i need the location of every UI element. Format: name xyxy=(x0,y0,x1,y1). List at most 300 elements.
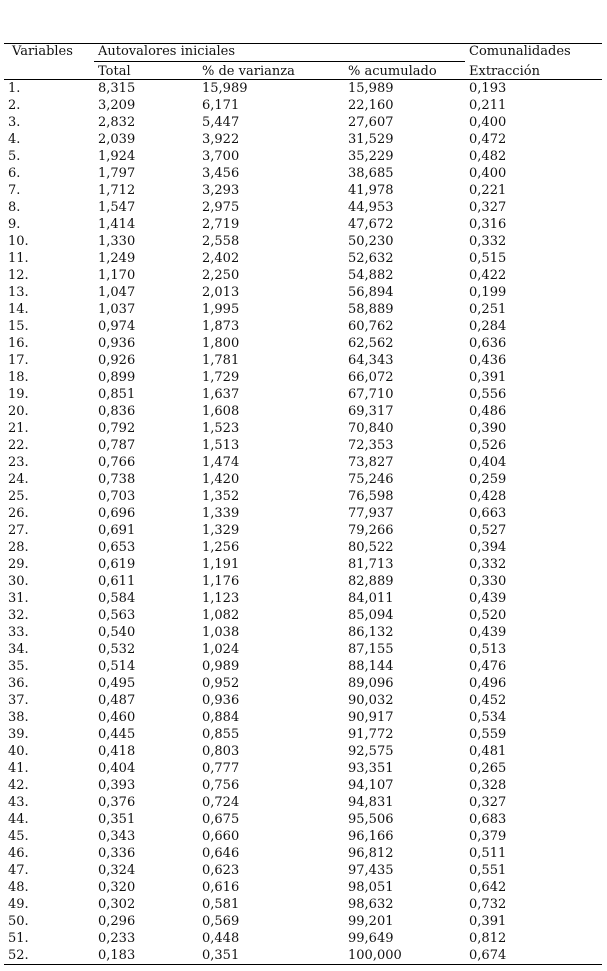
acumulado-cell: 58,889 xyxy=(348,302,394,317)
extraccion-cell: 0,496 xyxy=(469,676,507,691)
variable-cell: 36. xyxy=(8,676,29,691)
variable-cell: 4. xyxy=(8,132,21,147)
extraccion-cell: 0,422 xyxy=(469,268,507,283)
acumulado-cell: 99,201 xyxy=(348,914,394,929)
variable-cell: 22. xyxy=(8,438,29,453)
variable-cell: 3. xyxy=(8,115,21,130)
varianza-cell: 1,995 xyxy=(202,302,240,317)
total-cell: 0,514 xyxy=(98,659,136,674)
total-cell: 0,611 xyxy=(98,574,136,589)
acumulado-cell: 52,632 xyxy=(348,251,394,266)
extraccion-cell: 0,636 xyxy=(469,336,507,351)
acumulado-cell: 90,917 xyxy=(348,710,394,725)
total-cell: 0,183 xyxy=(94,947,198,965)
acumulado-cell: 95,506 xyxy=(348,812,394,827)
total-cell: 0,495 xyxy=(98,676,136,691)
table-row xyxy=(4,692,602,709)
varianza-cell: 0,952 xyxy=(202,676,240,691)
table-row xyxy=(4,777,602,794)
extraccion-cell: 0,400 xyxy=(469,166,507,181)
variable-cell: 49. xyxy=(8,897,29,912)
extraccion-cell: 0,556 xyxy=(469,387,507,402)
variable-cell: 12. xyxy=(8,268,29,283)
extraccion-cell: 0,513 xyxy=(469,642,507,657)
variable-cell: 8. xyxy=(8,200,21,215)
variable-cell: 1. xyxy=(8,81,21,96)
total-cell: 0,936 xyxy=(98,336,136,351)
table-row xyxy=(4,522,602,539)
table-row xyxy=(4,624,602,641)
variable-cell: 34. xyxy=(8,642,29,657)
total-cell: 2,832 xyxy=(98,115,136,130)
table-row xyxy=(4,216,602,233)
extraccion-cell: 0,221 xyxy=(469,183,507,198)
extraccion-cell: 0,327 xyxy=(469,200,507,215)
varianza-cell: 2,250 xyxy=(202,268,240,283)
varianza-cell: 0,581 xyxy=(202,897,240,912)
extraccion-cell: 0,683 xyxy=(469,812,507,827)
varianza-cell: 1,781 xyxy=(202,353,240,368)
acumulado-cell: 91,772 xyxy=(348,727,394,742)
variable-cell: 5. xyxy=(8,149,21,164)
varianza-cell: 1,082 xyxy=(202,608,240,623)
total-cell: 0,351 xyxy=(98,812,136,827)
extraccion-cell: 0,526 xyxy=(469,438,507,453)
extraccion-cell: 0,400 xyxy=(469,115,507,130)
variable-cell: 23. xyxy=(8,455,29,470)
acumulado-cell: 80,522 xyxy=(348,540,394,555)
variable-cell: 29. xyxy=(8,557,29,572)
varianza-cell: 0,855 xyxy=(202,727,240,742)
acumulado-cell: 90,032 xyxy=(348,693,394,708)
total-cell: 0,343 xyxy=(98,829,136,844)
table-row xyxy=(4,879,602,896)
variable-cell: 2. xyxy=(8,98,21,113)
header-varianza: % de varianza xyxy=(198,62,344,80)
extraccion-cell: 0,428 xyxy=(469,489,507,504)
acumulado-cell: 50,230 xyxy=(348,234,394,249)
extraccion-cell: 0,193 xyxy=(469,81,507,96)
table-row xyxy=(4,318,602,335)
varianza-cell: 1,474 xyxy=(202,455,240,470)
variable-cell: 52. xyxy=(4,947,94,965)
acumulado-cell: 70,840 xyxy=(348,421,394,436)
acumulado-cell: 88,144 xyxy=(348,659,394,674)
variable-cell: 14. xyxy=(8,302,29,317)
varianza-cell: 1,191 xyxy=(202,557,240,572)
extraccion-cell: 0,520 xyxy=(469,608,507,623)
variable-cell: 38. xyxy=(8,710,29,725)
total-cell: 0,296 xyxy=(98,914,136,929)
variable-cell: 15. xyxy=(8,319,29,334)
table-row xyxy=(4,573,602,590)
table-row xyxy=(4,131,602,148)
table-row xyxy=(4,301,602,318)
acumulado-cell: 92,575 xyxy=(348,744,394,759)
variable-cell: 51. xyxy=(8,931,29,946)
table-row xyxy=(4,488,602,505)
variable-cell: 28. xyxy=(8,540,29,555)
variable-cell: 25. xyxy=(8,489,29,504)
total-cell: 0,445 xyxy=(98,727,136,742)
table-row xyxy=(4,743,602,760)
total-cell: 3,209 xyxy=(98,98,136,113)
table-row xyxy=(4,641,602,658)
variable-cell: 40. xyxy=(8,744,29,759)
total-cell: 1,797 xyxy=(98,166,136,181)
total-cell: 0,691 xyxy=(98,523,136,538)
varianza-cell: 0,448 xyxy=(202,931,240,946)
extraccion-cell: 0,515 xyxy=(469,251,507,266)
table-row xyxy=(4,811,602,828)
variable-cell: 13. xyxy=(8,285,29,300)
extraccion-cell: 0,391 xyxy=(469,370,507,385)
varianza-cell: 2,719 xyxy=(202,217,240,232)
total-cell: 1,170 xyxy=(98,268,136,283)
table-row xyxy=(4,148,602,165)
variable-cell: 32. xyxy=(8,608,29,623)
variable-cell: 6. xyxy=(8,166,21,181)
table-row xyxy=(4,352,602,369)
total-cell: 0,487 xyxy=(98,693,136,708)
total-cell: 1,330 xyxy=(98,234,136,249)
total-cell: 1,547 xyxy=(98,200,136,215)
varianza-cell: 1,352 xyxy=(202,489,240,504)
table-row xyxy=(4,114,602,131)
acumulado-cell: 100,000 xyxy=(344,947,465,965)
variable-cell: 31. xyxy=(8,591,29,606)
extraccion-cell: 0,476 xyxy=(469,659,507,674)
header-total: Total xyxy=(94,62,198,80)
acumulado-cell: 66,072 xyxy=(348,370,394,385)
table-row xyxy=(4,97,602,114)
varianza-cell: 1,729 xyxy=(202,370,240,385)
total-cell: 0,703 xyxy=(98,489,136,504)
table-row xyxy=(4,607,602,624)
varianza-cell: 3,700 xyxy=(202,149,240,164)
varianza-cell: 1,329 xyxy=(202,523,240,538)
varianza-cell: 15,989 xyxy=(202,81,248,96)
extraccion-cell: 0,812 xyxy=(469,931,507,946)
varianza-cell: 1,637 xyxy=(202,387,240,402)
total-cell: 0,532 xyxy=(98,642,136,657)
varianza-cell: 1,608 xyxy=(202,404,240,419)
extraccion-cell: 0,379 xyxy=(469,829,507,844)
total-cell: 0,738 xyxy=(98,472,136,487)
acumulado-cell: 31,529 xyxy=(348,132,394,147)
variable-cell: 37. xyxy=(8,693,29,708)
acumulado-cell: 98,051 xyxy=(348,880,394,895)
extraccion-cell: 0,436 xyxy=(469,353,507,368)
total-cell: 0,851 xyxy=(98,387,136,402)
varianza-cell: 1,513 xyxy=(202,438,240,453)
header-variables: Variables xyxy=(4,44,94,62)
extraccion-cell: 0,511 xyxy=(469,846,507,861)
variable-cell: 16. xyxy=(8,336,29,351)
varianza-cell: 0,569 xyxy=(202,914,240,929)
varianza-cell: 0,660 xyxy=(202,829,240,844)
acumulado-cell: 54,882 xyxy=(348,268,394,283)
header-comunalidades: Comunalidades xyxy=(465,44,602,62)
total-cell: 0,974 xyxy=(98,319,136,334)
varianza-cell: 2,013 xyxy=(202,285,240,300)
acumulado-cell: 35,229 xyxy=(348,149,394,164)
table-row xyxy=(4,386,602,403)
table-row xyxy=(4,590,602,607)
varianza-cell: 2,402 xyxy=(202,251,240,266)
acumulado-cell: 79,266 xyxy=(348,523,394,538)
header-extraccion: Extracción xyxy=(465,62,602,80)
extraccion-cell: 0,316 xyxy=(469,217,507,232)
total-cell: 0,336 xyxy=(98,846,136,861)
table-row xyxy=(4,896,602,913)
eigenvalues-table-container xyxy=(4,43,602,965)
variable-cell: 26. xyxy=(8,506,29,521)
acumulado-cell: 87,155 xyxy=(348,642,394,657)
eigenvalues-table xyxy=(4,43,602,965)
total-cell: 8,315 xyxy=(98,81,136,96)
varianza-cell: 1,523 xyxy=(202,421,240,436)
table-row xyxy=(4,930,602,947)
extraccion-cell: 0,732 xyxy=(469,897,507,912)
extraccion-cell: 0,663 xyxy=(469,506,507,521)
extraccion-cell: 0,439 xyxy=(469,591,507,606)
varianza-cell: 0,756 xyxy=(202,778,240,793)
variable-cell: 42. xyxy=(8,778,29,793)
varianza-cell: 0,989 xyxy=(202,659,240,674)
extraccion-cell: 0,332 xyxy=(469,234,507,249)
extraccion-cell: 0,439 xyxy=(469,625,507,640)
table-row xyxy=(4,454,602,471)
table-row xyxy=(4,913,602,930)
extraccion-cell: 0,330 xyxy=(469,574,507,589)
acumulado-cell: 69,317 xyxy=(348,404,394,419)
table-row xyxy=(4,658,602,675)
total-cell: 1,414 xyxy=(98,217,136,232)
total-cell: 0,899 xyxy=(98,370,136,385)
table-row xyxy=(4,369,602,386)
acumulado-cell: 47,672 xyxy=(348,217,394,232)
table-row xyxy=(4,845,602,862)
acumulado-cell: 56,894 xyxy=(348,285,394,300)
acumulado-cell: 75,246 xyxy=(348,472,394,487)
variable-cell: 21. xyxy=(8,421,29,436)
variable-cell: 30. xyxy=(8,574,29,589)
extraccion-cell: 0,199 xyxy=(469,285,507,300)
acumulado-cell: 27,607 xyxy=(348,115,394,130)
header-blank xyxy=(4,62,94,80)
table-row xyxy=(4,199,602,216)
table-row xyxy=(4,284,602,301)
total-cell: 0,302 xyxy=(98,897,136,912)
extraccion-cell: 0,328 xyxy=(469,778,507,793)
varianza-cell: 0,936 xyxy=(202,693,240,708)
variable-cell: 44. xyxy=(8,812,29,827)
varianza-cell: 0,646 xyxy=(202,846,240,861)
table-row xyxy=(4,335,602,352)
total-cell: 0,766 xyxy=(98,455,136,470)
acumulado-cell: 81,713 xyxy=(348,557,394,572)
extraccion-cell: 0,472 xyxy=(469,132,507,147)
total-cell: 0,393 xyxy=(98,778,136,793)
table-row xyxy=(4,760,602,777)
acumulado-cell: 98,632 xyxy=(348,897,394,912)
extraccion-cell: 0,534 xyxy=(469,710,507,725)
table-row xyxy=(4,947,602,965)
acumulado-cell: 64,343 xyxy=(348,353,394,368)
total-cell: 0,376 xyxy=(98,795,136,810)
acumulado-cell: 73,827 xyxy=(348,455,394,470)
variable-cell: 47. xyxy=(8,863,29,878)
acumulado-cell: 60,762 xyxy=(348,319,394,334)
table-row xyxy=(4,828,602,845)
total-cell: 0,836 xyxy=(98,404,136,419)
varianza-cell: 0,803 xyxy=(202,744,240,759)
variable-cell: 20. xyxy=(8,404,29,419)
table-row xyxy=(4,233,602,250)
variable-cell: 18. xyxy=(8,370,29,385)
extraccion-cell: 0,284 xyxy=(469,319,507,334)
acumulado-cell: 85,094 xyxy=(348,608,394,623)
table-row xyxy=(4,505,602,522)
acumulado-cell: 38,685 xyxy=(348,166,394,181)
acumulado-cell: 77,937 xyxy=(348,506,394,521)
acumulado-cell: 76,598 xyxy=(348,489,394,504)
varianza-cell: 0,724 xyxy=(202,795,240,810)
varianza-cell: 0,777 xyxy=(202,761,240,776)
table-row xyxy=(4,675,602,692)
variable-cell: 50. xyxy=(8,914,29,929)
total-cell: 0,324 xyxy=(98,863,136,878)
acumulado-cell: 99,649 xyxy=(348,931,394,946)
extraccion-cell: 0,674 xyxy=(465,947,602,965)
total-cell: 0,696 xyxy=(98,506,136,521)
acumulado-cell: 41,978 xyxy=(348,183,394,198)
variable-cell: 35. xyxy=(8,659,29,674)
extraccion-cell: 0,481 xyxy=(469,744,507,759)
table-row xyxy=(4,182,602,199)
total-cell: 0,404 xyxy=(98,761,136,776)
varianza-cell: 1,176 xyxy=(202,574,240,589)
total-cell: 0,460 xyxy=(98,710,136,725)
table-row xyxy=(4,420,602,437)
extraccion-cell: 0,551 xyxy=(469,863,507,878)
total-cell: 1,047 xyxy=(98,285,136,300)
extraccion-cell: 0,327 xyxy=(469,795,507,810)
total-cell: 0,418 xyxy=(98,744,136,759)
total-cell: 0,320 xyxy=(98,880,136,895)
total-cell: 1,712 xyxy=(98,183,136,198)
varianza-cell: 0,616 xyxy=(202,880,240,895)
varianza-cell: 2,975 xyxy=(202,200,240,215)
table-row xyxy=(4,709,602,726)
extraccion-cell: 0,394 xyxy=(469,540,507,555)
header-acumulado: % acumulado xyxy=(344,62,465,80)
total-cell: 0,233 xyxy=(98,931,136,946)
acumulado-cell: 62,562 xyxy=(348,336,394,351)
varianza-cell: 0,884 xyxy=(202,710,240,725)
variable-cell: 41. xyxy=(8,761,29,776)
varianza-cell: 6,171 xyxy=(202,98,240,113)
acumulado-cell: 82,889 xyxy=(348,574,394,589)
varianza-cell: 1,123 xyxy=(202,591,240,606)
extraccion-cell: 0,265 xyxy=(469,761,507,776)
table-row xyxy=(4,862,602,879)
variable-cell: 7. xyxy=(8,183,21,198)
extraccion-cell: 0,391 xyxy=(469,914,507,929)
table-row xyxy=(4,437,602,454)
total-cell: 0,584 xyxy=(98,591,136,606)
total-cell: 0,619 xyxy=(98,557,136,572)
varianza-cell: 1,873 xyxy=(202,319,240,334)
acumulado-cell: 97,435 xyxy=(348,863,394,878)
extraccion-cell: 0,642 xyxy=(469,880,507,895)
table-body xyxy=(4,80,602,965)
table-row xyxy=(4,403,602,420)
extraccion-cell: 0,452 xyxy=(469,693,507,708)
total-cell: 0,653 xyxy=(98,540,136,555)
total-cell: 0,792 xyxy=(98,421,136,436)
acumulado-cell: 22,160 xyxy=(348,98,394,113)
acumulado-cell: 93,351 xyxy=(348,761,394,776)
total-cell: 1,924 xyxy=(98,149,136,164)
total-cell: 0,787 xyxy=(98,438,136,453)
varianza-cell: 0,623 xyxy=(202,863,240,878)
varianza-cell: 1,800 xyxy=(202,336,240,351)
varianza-cell: 1,038 xyxy=(202,625,240,640)
total-cell: 0,563 xyxy=(98,608,136,623)
varianza-cell: 0,675 xyxy=(202,812,240,827)
table-row xyxy=(4,267,602,284)
varianza-cell: 3,922 xyxy=(202,132,240,147)
extraccion-cell: 0,559 xyxy=(469,727,507,742)
table-row xyxy=(4,80,602,98)
acumulado-cell: 86,132 xyxy=(348,625,394,640)
variable-cell: 39. xyxy=(8,727,29,742)
total-cell: 2,039 xyxy=(98,132,136,147)
table-row xyxy=(4,794,602,811)
table-row xyxy=(4,165,602,182)
varianza-cell: 3,456 xyxy=(202,166,240,181)
acumulado-cell: 44,953 xyxy=(348,200,394,215)
acumulado-cell: 89,096 xyxy=(348,676,394,691)
variable-cell: 10. xyxy=(8,234,29,249)
variable-cell: 43. xyxy=(8,795,29,810)
variable-cell: 11. xyxy=(8,251,29,266)
acumulado-cell: 96,812 xyxy=(348,846,394,861)
acumulado-cell: 96,166 xyxy=(348,829,394,844)
variable-cell: 9. xyxy=(8,217,21,232)
table-row xyxy=(4,726,602,743)
acumulado-cell: 15,989 xyxy=(348,81,394,96)
variable-cell: 27. xyxy=(8,523,29,538)
variable-cell: 33. xyxy=(8,625,29,640)
acumulado-cell: 84,011 xyxy=(348,591,394,606)
table-row xyxy=(4,556,602,573)
variable-cell: 24. xyxy=(8,472,29,487)
extraccion-cell: 0,390 xyxy=(469,421,507,436)
variable-cell: 19. xyxy=(8,387,29,402)
extraccion-cell: 0,332 xyxy=(469,557,507,572)
variable-cell: 46. xyxy=(8,846,29,861)
varianza-cell: 1,256 xyxy=(202,540,240,555)
varianza-cell: 1,339 xyxy=(202,506,240,521)
acumulado-cell: 94,831 xyxy=(348,795,394,810)
table-row xyxy=(4,471,602,488)
extraccion-cell: 0,527 xyxy=(469,523,507,538)
total-cell: 1,037 xyxy=(98,302,136,317)
varianza-cell: 2,558 xyxy=(202,234,240,249)
